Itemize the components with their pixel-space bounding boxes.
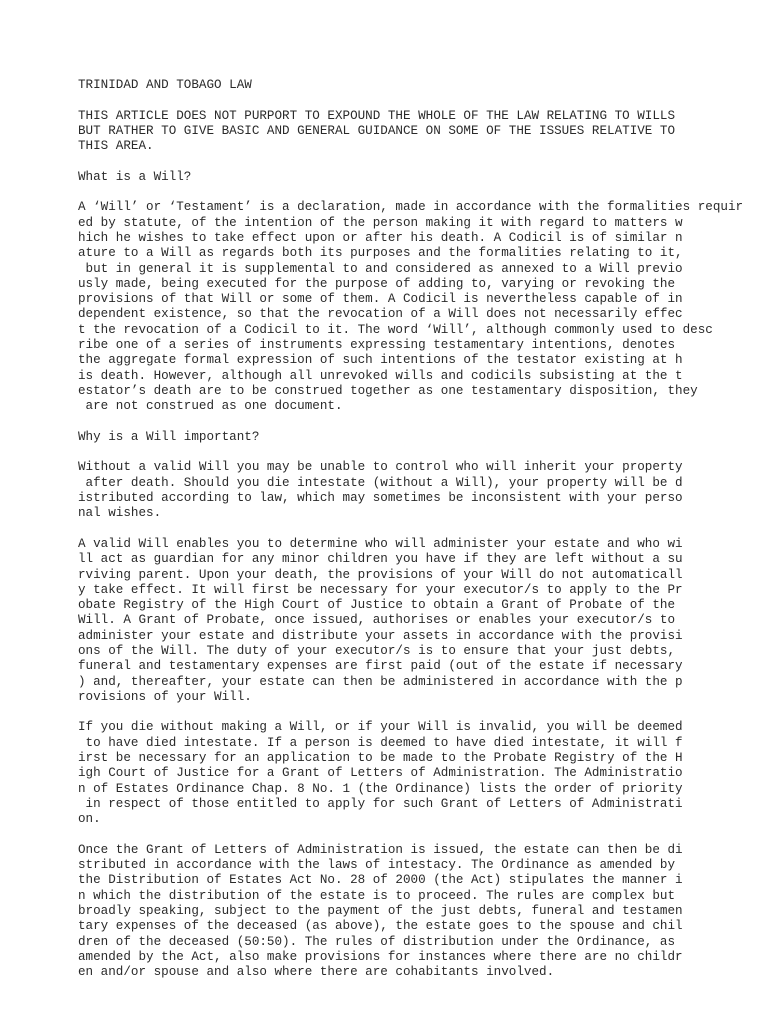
paragraph-line: igh Court of Justice for a Grant of Letters of Administration. The Administratio xyxy=(78,766,683,781)
paragraph-line: THIS AREA. xyxy=(78,139,154,154)
why-important-paragraph-2 xyxy=(78,537,768,705)
paragraph-line: irst be necessary for an application to be made to the Probate Registry of the H xyxy=(78,751,683,766)
paragraph-line: but in general it is supplemental to and considered as annexed to a Will previo xyxy=(78,261,683,276)
paragraph-line: istributed according to law, which may sometimes be inconsistent with your perso xyxy=(78,491,683,506)
paragraph-line: BUT RATHER TO GIVE BASIC AND GENERAL GUIDANCE ON SOME OF THE ISSUES RELATIVE TO xyxy=(78,123,676,138)
paragraph-line: administer your estate and distribute your assets in accordance with the provisi xyxy=(78,628,683,643)
section-heading-what-is-a-will: What is a Will? xyxy=(78,169,192,184)
paragraph-line: estator’s death are to be construed together as one testamentary disposition, they xyxy=(78,383,698,398)
paragraph-line: are not construed as one document. xyxy=(78,399,343,414)
paragraph-line: dependent existence, so that the revocation of a Will does not necessarily effec xyxy=(78,307,683,322)
distribution-paragraph xyxy=(78,843,768,981)
paragraph-line: after death. Should you die intestate (without a Will), your property will be d xyxy=(78,475,683,490)
paragraph-line: Will. A Grant of Probate, once issued, authorises or enables your executor/s to xyxy=(78,613,676,628)
spacer xyxy=(78,445,768,460)
paragraph-line: rviving parent. Upon your death, the provisions of your Will do not automaticall xyxy=(78,567,683,582)
spacer xyxy=(78,522,768,537)
what-is-a-will-paragraph xyxy=(78,200,768,414)
paragraph-line: ed by statute, of the intention of the person making it with regard to matters w xyxy=(78,215,683,230)
paragraph-line: the aggregate formal expression of such intentions of the testator existing at h xyxy=(78,353,683,368)
paragraph-line: ribe one of a series of instruments expressing testamentary intentions, denotes xyxy=(78,338,676,353)
paragraph-line: A valid Will enables you to determine who will administer your estate and who wi xyxy=(78,536,683,551)
paragraph-line: rovisions of your Will. xyxy=(78,689,252,704)
paragraph-line: Without a valid Will you may be unable to control who will inherit your property xyxy=(78,460,683,475)
paragraph-line: to have died intestate. If a person is deemed to have died intestate, it will f xyxy=(78,735,683,750)
paragraph-line: provisions of that Will or some of them. A Codicil is nevertheless capable of in xyxy=(78,292,683,307)
paragraph-line: If you die without making a Will, or if your Will is invalid, you will be deemed xyxy=(78,720,683,735)
spacer xyxy=(78,185,768,200)
paragraph-line: on. xyxy=(78,812,101,827)
paragraph-line: THIS ARTICLE DOES NOT PURPORT TO EXPOUND THE WHOLE OF THE LAW RELATING TO WILLS xyxy=(78,108,676,123)
paragraph-line: t the revocation of a Codicil to it. The word ‘Will’, although commonly used to desc xyxy=(78,322,713,337)
paragraph-line: dren of the deceased (50:50). The rules of distribution under the Ordinance, as xyxy=(78,934,676,949)
spacer xyxy=(78,93,768,108)
paragraph-line: funeral and testamentary expenses are first paid (out of the estate if necessary xyxy=(78,659,683,674)
spacer xyxy=(78,828,768,843)
paragraph-line: Once the Grant of Letters of Administration is issued, the estate can then be di xyxy=(78,842,683,857)
paragraph-line: broadly speaking, subject to the payment of the just debts, funeral and testamen xyxy=(78,904,683,919)
section-heading-why-is-a-will-important: Why is a Will important? xyxy=(78,429,260,444)
paragraph-line: ons of the Will. The duty of your executor/s is to ensure that your just debts, xyxy=(78,643,676,658)
paragraph-line: ) and, thereafter, your estate can then be administered in accordance with the p xyxy=(78,674,683,689)
paragraph-line: en and/or spouse and also where there are cohabitants involved. xyxy=(78,965,555,980)
paragraph-line: n of Estates Ordinance Chap. 8 No. 1 (the Ordinance) lists the order of priority xyxy=(78,781,683,796)
spacer xyxy=(78,415,768,430)
document-body xyxy=(78,78,768,981)
paragraph-line: n which the distribution of the estate is to proceed. The rules are complex but xyxy=(78,888,676,903)
paragraph-line: obate Registry of the High Court of Justice to obtain a Grant of Probate of the xyxy=(78,598,676,613)
spacer xyxy=(78,705,768,720)
paragraph-line: is death. However, although all unrevoked wills and codicils subsisting at the t xyxy=(78,368,683,383)
spacer xyxy=(78,154,768,169)
paragraph-line: ature to a Will as regards both its purposes and the formalities relating to it, xyxy=(78,246,683,261)
document-title: TRINIDAD AND TOBAGO LAW xyxy=(78,78,252,92)
paragraph-line: stributed in accordance with the laws of intestacy. The Ordinance as amended by xyxy=(78,858,676,873)
paragraph-line: ll act as guardian for any minor children you have if they are left without a su xyxy=(78,552,683,567)
paragraph-line: y take effect. It will first be necessary for your executor/s to apply to the Pr xyxy=(78,582,683,597)
paragraph-line: in respect of those entitled to apply for such Grant of Letters of Administrati xyxy=(78,796,683,811)
intro-paragraph xyxy=(78,109,768,155)
paragraph-line: tary expenses of the deceased (as above), the estate goes to the spouse and chil xyxy=(78,919,683,934)
paragraph-line: the Distribution of Estates Act No. 28 of 2000 (the Act) stipulates the manner i xyxy=(78,873,683,888)
intestate-paragraph xyxy=(78,720,768,827)
paragraph-line: A ‘Will’ or ‘Testament’ is a declaration, made in accordance with the formalities requir xyxy=(78,200,744,215)
paragraph-line: nal wishes. xyxy=(78,506,162,521)
why-important-paragraph-1 xyxy=(78,460,768,521)
paragraph-line: usly made, being executed for the purpose of adding to, varying or revoking the xyxy=(78,276,676,291)
paragraph-line: hich he wishes to take effect upon or after his death. A Codicil is of similar n xyxy=(78,230,683,245)
paragraph-line: amended by the Act, also make provisions for instances where there are no childr xyxy=(78,949,683,964)
